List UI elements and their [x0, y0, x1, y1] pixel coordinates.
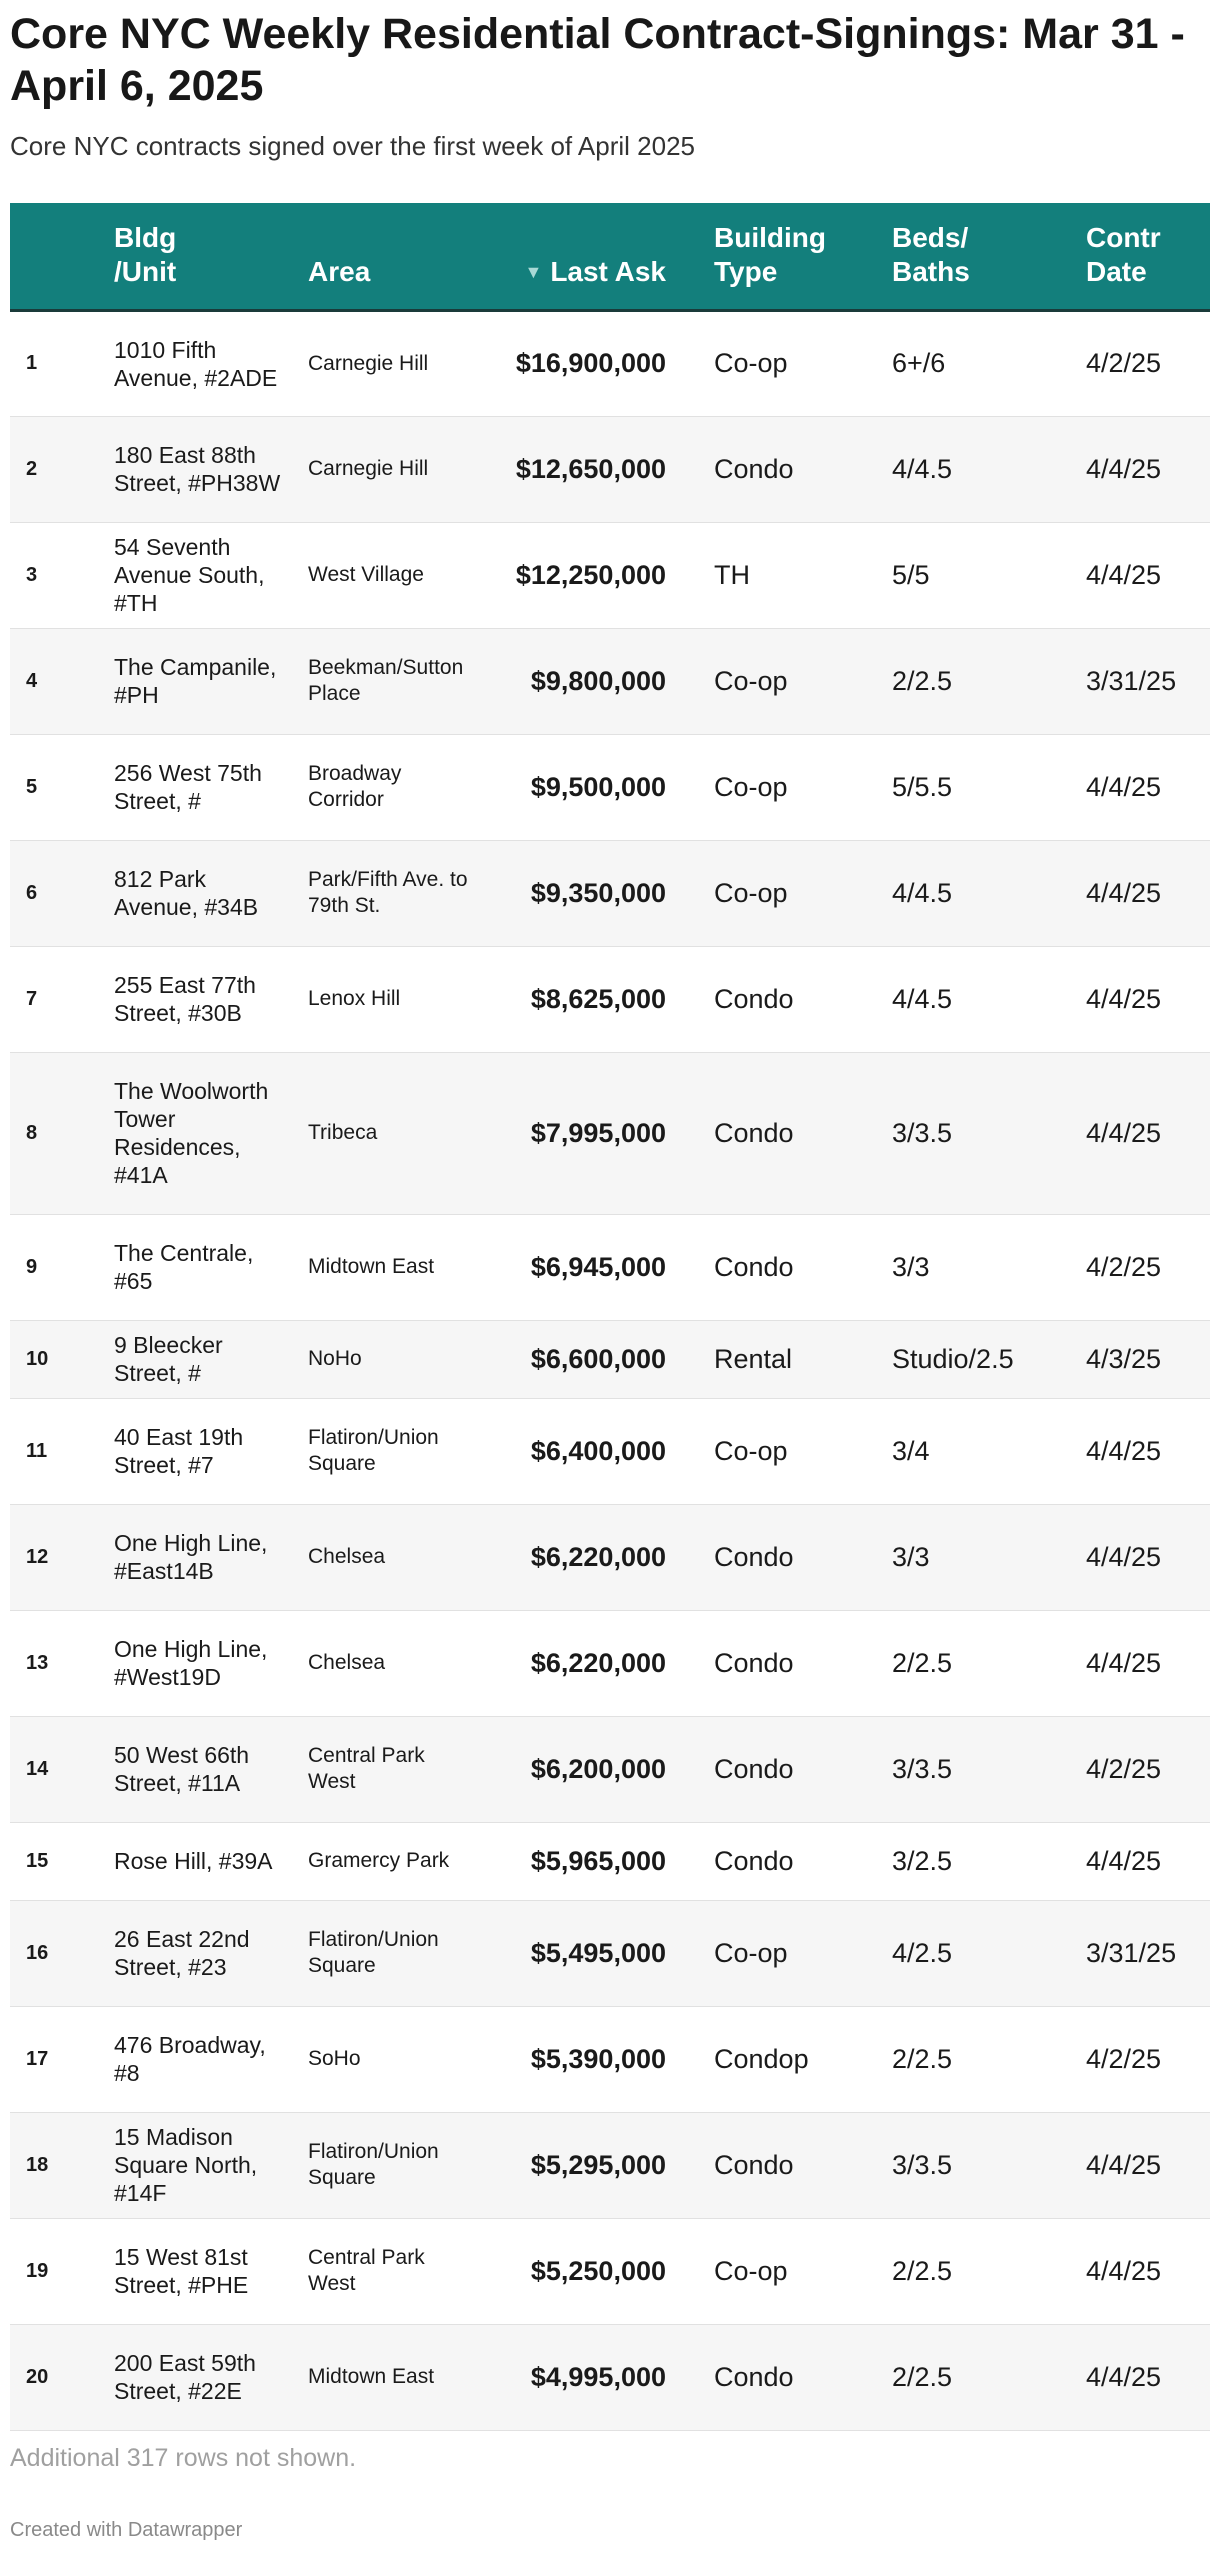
contract-date-cell: 4/4/25 — [1086, 2149, 1162, 2180]
last-ask-cell: $9,800,000 — [530, 665, 666, 696]
column-header-beds-baths[interactable]: Beds/ Baths — [892, 221, 970, 287]
rank-cell: 19 — [26, 2259, 49, 2282]
rank-cell: 10 — [26, 1347, 49, 1370]
building-type-cell: Co-op — [714, 1435, 788, 1466]
area-cell: Beekman/Sutton Place — [308, 656, 464, 705]
beds-baths-cell: 2/2.5 — [892, 665, 953, 696]
building-type-cell: Co-op — [714, 2255, 788, 2286]
beds-baths-cell: 3/4 — [892, 1435, 930, 1466]
building-type-cell: Condo — [714, 1117, 794, 1148]
contract-date-cell: 4/4/25 — [1086, 2361, 1162, 2392]
chart-subtitle: Core NYC contracts signed over the first week of April 2025 — [10, 131, 695, 161]
unit-cell: One High Line, #West19D — [114, 1636, 268, 1690]
last-ask-cell: $6,945,000 — [530, 1251, 666, 1282]
contract-date-cell: 4/4/25 — [1086, 983, 1162, 1014]
unit-cell: 26 East 22nd Street, #23 — [114, 1926, 250, 1980]
table-row — [10, 2006, 1210, 2112]
last-ask-cell: $5,250,000 — [530, 2255, 666, 2286]
contract-date-cell: 4/4/25 — [1086, 877, 1162, 908]
unit-cell: Rose Hill, #39A — [114, 1848, 273, 1874]
unit-cell: 1010 Fifth Avenue, #2ADE — [114, 336, 278, 391]
last-ask-cell: $9,500,000 — [530, 771, 666, 802]
column-header-building-type[interactable]: Building Type — [714, 221, 826, 287]
unit-cell: 200 East 59th Street, #22E — [114, 2350, 256, 2404]
area-cell: Midtown East — [308, 1255, 435, 1278]
area-cell: Flatiron/Union Square — [308, 1426, 439, 1475]
last-ask-cell: $8,625,000 — [530, 983, 666, 1014]
area-cell: Carnegie Hill — [308, 457, 429, 480]
sort-descending-icon: ▼ — [524, 261, 543, 282]
table-header-row — [10, 203, 1210, 310]
area-cell: West Village — [308, 563, 424, 586]
last-ask-cell: $4,995,000 — [530, 2361, 666, 2392]
beds-baths-cell: 4/4.5 — [892, 983, 953, 1014]
building-type-cell: Rental — [714, 1343, 793, 1374]
unit-cell: 812 Park Avenue, #34B — [114, 866, 259, 920]
beds-baths-cell: 3/2.5 — [892, 1845, 953, 1876]
contracts-table — [10, 203, 1210, 2431]
rank-cell: 11 — [26, 1439, 48, 1462]
contract-date-cell: 4/4/25 — [1086, 559, 1162, 590]
area-cell: Midtown East — [308, 2365, 435, 2388]
beds-baths-cell: Studio/2.5 — [892, 1343, 1014, 1374]
area-cell: Lenox Hill — [308, 987, 401, 1010]
last-ask-cell: $5,495,000 — [530, 1937, 666, 1968]
table-row — [10, 1052, 1210, 1214]
table-row — [10, 310, 1210, 416]
building-type-cell: Co-op — [714, 771, 788, 802]
table-row — [10, 1214, 1210, 1320]
area-cell: Flatiron/Union Square — [308, 2140, 439, 2189]
table-row — [10, 1320, 1210, 1398]
beds-baths-cell: 4/4.5 — [892, 877, 953, 908]
last-ask-cell: $5,295,000 — [530, 2149, 666, 2180]
last-ask-cell: $6,220,000 — [530, 1647, 666, 1678]
table-row — [10, 1398, 1210, 1504]
table-row — [10, 1900, 1210, 2006]
area-cell: SoHo — [308, 2047, 361, 2070]
rank-cell: 6 — [26, 881, 38, 904]
building-type-cell: Condo — [714, 1541, 794, 1572]
beds-baths-cell: 3/3.5 — [892, 1753, 953, 1784]
area-cell: Flatiron/Union Square — [308, 1928, 439, 1977]
beds-baths-cell: 4/4.5 — [892, 453, 953, 484]
building-type-cell: Condo — [714, 1647, 794, 1678]
unit-cell: The Campanile, #PH — [114, 654, 277, 708]
unit-cell: The Centrale, #65 — [114, 1240, 254, 1294]
table-row — [10, 840, 1210, 946]
column-header-contract-date[interactable]: Contr Date — [1086, 221, 1161, 287]
contract-date-cell: 3/31/25 — [1086, 1937, 1177, 1968]
column-header-unit[interactable]: Bldg /Unit — [114, 221, 177, 287]
rank-cell: 5 — [26, 775, 38, 798]
rank-cell: 1 — [26, 352, 38, 374]
area-cell: Carnegie Hill — [308, 351, 429, 375]
building-type-cell: Condo — [714, 983, 794, 1014]
building-type-cell: Condo — [714, 2149, 794, 2180]
table-row — [10, 2218, 1210, 2324]
unit-cell: 54 Seventh Avenue South, #TH — [114, 534, 265, 616]
table-row — [10, 734, 1210, 840]
area-cell: Chelsea — [308, 1651, 386, 1674]
building-type-cell: Condo — [714, 1753, 794, 1784]
rank-cell: 7 — [26, 987, 38, 1010]
last-ask-cell: $12,650,000 — [515, 453, 666, 484]
column-header-last-ask[interactable]: ▼ Last Ask — [524, 255, 666, 287]
contract-date-cell: 4/2/25 — [1086, 1251, 1162, 1282]
beds-baths-cell: 6+/6 — [892, 348, 946, 378]
table-row — [10, 628, 1210, 734]
datawrapper-credit: Created with Datawrapper — [10, 2519, 243, 2541]
table-row — [10, 1610, 1210, 1716]
building-type-cell: Condo — [714, 1845, 794, 1876]
area-cell: Central Park West — [308, 2246, 425, 2295]
beds-baths-cell: 5/5 — [892, 559, 930, 590]
last-ask-cell: $5,390,000 — [530, 2043, 666, 2074]
area-cell: Tribeca — [308, 1121, 378, 1144]
table-row — [10, 1716, 1210, 1822]
building-type-cell: Co-op — [714, 348, 788, 378]
beds-baths-cell: 3/3.5 — [892, 1117, 953, 1148]
beds-baths-cell: 3/3 — [892, 1541, 930, 1572]
table-row — [10, 522, 1210, 628]
contract-date-cell: 4/3/25 — [1086, 1343, 1162, 1374]
building-type-cell: TH — [714, 559, 750, 590]
area-cell: Gramercy Park — [308, 1849, 450, 1872]
building-type-cell: Co-op — [714, 665, 788, 696]
chart-title: Core NYC Weekly Residential Contract-Signings: Mar 31 - April 6, 2025 — [10, 10, 1185, 110]
last-ask-cell: $6,600,000 — [530, 1343, 666, 1374]
beds-baths-cell: 2/2.5 — [892, 2361, 953, 2392]
area-cell: Park/Fifth Ave. to 79th St. — [308, 868, 468, 917]
contract-date-cell: 4/4/25 — [1086, 453, 1162, 484]
rank-cell: 16 — [26, 1941, 49, 1964]
last-ask-cell: $12,250,000 — [515, 559, 666, 590]
contract-date-cell: 4/4/25 — [1086, 1541, 1162, 1572]
contract-date-cell: 4/4/25 — [1086, 1647, 1162, 1678]
rank-cell: 20 — [26, 2365, 49, 2388]
area-cell: Central Park West — [308, 1744, 425, 1793]
unit-cell: 256 West 75th Street, # — [114, 760, 262, 814]
table-row — [10, 2112, 1210, 2218]
unit-cell: 9 Bleecker Street, # — [114, 1332, 223, 1386]
building-type-cell: Co-op — [714, 1937, 788, 1968]
beds-baths-cell: 2/2.5 — [892, 1647, 953, 1678]
building-type-cell: Condo — [714, 453, 794, 484]
rank-cell: 15 — [26, 1849, 49, 1872]
area-cell: NoHo — [308, 1347, 362, 1370]
last-ask-cell: $9,350,000 — [530, 877, 666, 908]
contract-date-cell: 4/4/25 — [1086, 1435, 1162, 1466]
column-header-area[interactable]: Area — [308, 255, 371, 287]
column-header-rank[interactable] — [10, 203, 114, 310]
unit-cell: One High Line, #East14B — [114, 1530, 268, 1584]
table-row — [10, 416, 1210, 522]
contract-date-cell: 3/31/25 — [1086, 665, 1177, 696]
rows-not-shown-note: Additional 317 rows not shown. — [10, 2444, 357, 2472]
rank-cell: 13 — [26, 1651, 49, 1674]
rank-cell: 8 — [26, 1121, 38, 1144]
rank-cell: 14 — [26, 1757, 49, 1780]
contract-date-cell: 4/4/25 — [1086, 1845, 1162, 1876]
beds-baths-cell: 4/2.5 — [892, 1937, 953, 1968]
contract-date-cell: 4/2/25 — [1086, 1753, 1162, 1784]
rank-cell: 9 — [26, 1255, 38, 1278]
unit-cell: 255 East 77th Street, #30B — [114, 972, 256, 1026]
building-type-cell: Condop — [714, 2043, 809, 2074]
unit-cell: 50 West 66th Street, #11A — [114, 1742, 250, 1796]
beds-baths-cell: 3/3.5 — [892, 2149, 953, 2180]
unit-cell: 476 Broadway, #8 — [114, 2032, 266, 2086]
rank-cell: 12 — [26, 1545, 49, 1568]
last-ask-cell: $6,220,000 — [530, 1541, 666, 1572]
unit-cell: The Woolworth Tower Residences, #41A — [114, 1078, 269, 1188]
building-type-cell: Co-op — [714, 877, 788, 908]
beds-baths-cell: 5/5.5 — [892, 771, 953, 802]
last-ask-cell: $6,400,000 — [530, 1435, 666, 1466]
rank-cell: 18 — [26, 2153, 49, 2176]
table-body — [10, 310, 1210, 2430]
rank-cell: 2 — [26, 457, 38, 480]
last-ask-cell: $7,995,000 — [530, 1117, 666, 1148]
table-row — [10, 1822, 1210, 1900]
contract-date-cell: 4/2/25 — [1086, 2043, 1162, 2074]
unit-cell: 180 East 88th Street, #PH38W — [114, 442, 281, 496]
rank-cell: 4 — [26, 669, 38, 692]
area-cell: Broadway Corridor — [308, 762, 402, 811]
rank-cell: 3 — [26, 563, 38, 586]
contract-date-cell: 4/4/25 — [1086, 771, 1162, 802]
last-ask-cell: $6,200,000 — [530, 1753, 666, 1784]
beds-baths-cell: 2/2.5 — [892, 2255, 953, 2286]
table-row — [10, 2324, 1210, 2430]
contract-date-cell: 4/4/25 — [1086, 2255, 1162, 2286]
last-ask-cell: $5,965,000 — [530, 1845, 666, 1876]
area-cell: Chelsea — [308, 1545, 386, 1568]
table-row — [10, 1504, 1210, 1610]
table-row — [10, 946, 1210, 1052]
beds-baths-cell: 2/2.5 — [892, 2043, 953, 2074]
beds-baths-cell: 3/3 — [892, 1251, 930, 1282]
last-ask-cell: $16,900,000 — [515, 348, 666, 378]
building-type-cell: Condo — [714, 1251, 794, 1282]
unit-cell: 15 Madison Square North, #14F — [114, 2124, 258, 2206]
unit-cell: 15 West 81st Street, #PHE — [114, 2244, 249, 2298]
contract-date-cell: 4/2/25 — [1086, 348, 1162, 378]
rank-cell: 17 — [26, 2047, 49, 2070]
building-type-cell: Condo — [714, 2361, 794, 2392]
unit-cell: 40 East 19th Street, #7 — [114, 1424, 244, 1478]
data-table-container[interactable] — [10, 203, 1210, 2431]
contract-date-cell: 4/4/25 — [1086, 1117, 1162, 1148]
